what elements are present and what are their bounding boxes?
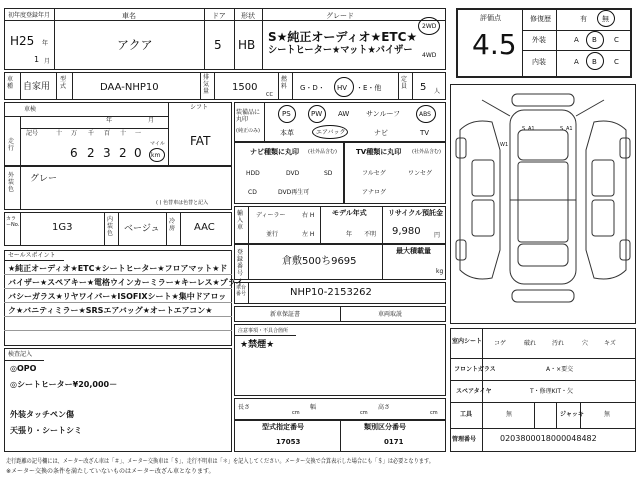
inspector-block [4, 348, 232, 452]
shift-value: FAT [190, 134, 211, 148]
diagram-s-1: S [522, 126, 526, 132]
ext-b: B [592, 36, 597, 44]
inspector-label: 検査記入 [8, 351, 33, 358]
equip-abs: ABS [419, 111, 431, 118]
model-label: 型式 [60, 76, 67, 90]
import-left: 左 H [302, 231, 315, 238]
shift-label: シフト [190, 104, 209, 111]
height-label: 高さ [378, 404, 391, 411]
tools-value: 無 [506, 411, 513, 418]
category-label: 車種 [7, 76, 14, 90]
score-value: 4.5 [472, 28, 517, 61]
fuel-options: G・D・ [300, 84, 325, 92]
digit-4: 0 [134, 146, 142, 160]
import-label: 輸入車 [237, 210, 244, 231]
equip-ps: PS [282, 110, 291, 118]
month-unit: 月 [44, 58, 51, 65]
seat-label: 室内シート [452, 338, 483, 345]
navi-hdd: HDD [246, 170, 260, 177]
jack-value: 無 [604, 411, 611, 418]
capacity-unit: 人 [434, 88, 441, 95]
sales-line-0: ★純正オーディオ★ETC★シートヒーター★フロアマット★ド [8, 264, 228, 273]
displacement: 1500 [232, 82, 258, 93]
sales-line-3: ク★バニティミラー★SRSエアバッグ★オートエアコン★ [8, 306, 213, 315]
score-label: 評価点 [480, 14, 501, 22]
digit-label-4: 十 [120, 130, 127, 137]
tv-fullseg: フルセグ [362, 170, 386, 177]
interior-label: 内装色 [107, 216, 114, 237]
equip-tv: TV [420, 129, 430, 137]
int-b: B [592, 58, 597, 66]
glass-value: A・×要交 [546, 366, 574, 373]
year-month: 1 [34, 55, 40, 64]
equip-leather: 本革 [280, 129, 294, 137]
fuel-label: 燃料 [281, 76, 288, 90]
diagram-a1-2: A1 [566, 126, 573, 132]
capacity: 5 [420, 82, 427, 93]
inspect-label: 車検 [24, 106, 37, 113]
ac-value: AAC [194, 222, 215, 233]
inspect-year-unit: 年 [106, 117, 113, 124]
seat-item-2: 汚れ [552, 340, 565, 347]
plate-label: 登録番号 [237, 249, 244, 277]
navi-cd: CD [248, 189, 257, 196]
grade-label: グレード [326, 12, 354, 20]
tv-analog: アナログ [362, 189, 387, 196]
digit-label-1: 万 [71, 130, 78, 137]
mgmt-label: 管理番号 [452, 436, 477, 443]
car-diagram [452, 90, 634, 320]
digit-3: 2 [119, 146, 127, 160]
colorchange-note: ( ) 色替車は色替と記入 [156, 200, 209, 206]
year-unit: 年 [42, 40, 49, 47]
import-parallel: 並行 [266, 231, 279, 238]
equip-navi: ナビ [374, 129, 388, 137]
digit-label-3: 百 [104, 130, 111, 137]
digit-label-5: 一 [135, 130, 142, 137]
diagram-a1-1: A1 [528, 126, 535, 132]
int-c: C [614, 58, 619, 66]
type-label: 型式指定番号 [262, 423, 304, 431]
tv-sub: (社外品含む) [412, 149, 441, 155]
fuel-hv: HV [337, 84, 348, 92]
car-name-label: 車名 [122, 12, 136, 20]
fuel-rest: ・E・他 [356, 84, 382, 92]
seat-item-4: キズ [604, 340, 616, 347]
footer-line1: 走行距離の記号欄には、メーター改ざん車は「＃」、メーター交換車は「＄」、走行不明車は「＊」を記入してください。メーター交換で合算表示した場合にも「＄」は必要となります。 [6, 458, 434, 465]
digit-label-2: 千 [88, 130, 95, 137]
recycle-amount: 9,980 [392, 226, 421, 237]
notes-value: ★禁煙★ [240, 340, 275, 350]
type-value: 17053 [276, 438, 301, 446]
class-value: 0171 [384, 438, 404, 446]
diagram-s-2: S [560, 126, 564, 132]
equipment-title: 装備品に丸印 [236, 109, 261, 123]
sales-line-1: バイザー★スペアキー★電格ウインカーミラー★キーレス★プライ [8, 278, 244, 287]
navi-title: ナビ種類に丸印 [250, 148, 299, 156]
footer-line2: ※メーター交換の条件を満たしていないものはメーター改ざん車となります。 [6, 468, 215, 475]
ext-c: C [614, 36, 619, 44]
ac-label: 冷房 [169, 218, 176, 232]
tv-oneseg: ワンセグ [408, 170, 433, 177]
spare-value: T・修理KIT・欠 [530, 388, 574, 395]
navi-sd: SD [324, 170, 333, 177]
digit-label-0: 十 [56, 130, 63, 137]
navi-sub: (社外品含む) [308, 149, 337, 155]
mile-label: マイル [150, 141, 165, 147]
int-label: 内装 [532, 58, 546, 66]
model: DAA-NHP10 [100, 82, 159, 93]
kigo-label: 記号 [26, 130, 39, 137]
sales-label: セールスポイント [8, 252, 56, 259]
import-dealer: ディーラー [256, 212, 286, 219]
seat-item-3: 穴 [582, 340, 589, 347]
equip-pw: PW [311, 110, 323, 118]
year-label: 初年度登録年月 [8, 12, 51, 19]
inspector-line-4: 天張り・シートシミ [10, 426, 82, 435]
diagram-w1: W1 [500, 142, 509, 148]
recycle-label: リサイクル預託金 [388, 209, 444, 217]
km-unit: km [151, 152, 161, 159]
inspector-line-3: 外装タッチペン傷 [10, 410, 74, 419]
seat-item-0: コゲ [494, 340, 507, 347]
colorno-label: カラーNo. [6, 216, 20, 228]
manual-label: 車両取説 [378, 311, 403, 318]
ext-label: 外装 [532, 36, 546, 44]
tv-title: TV種類に丸印 [356, 148, 402, 156]
digit-2: 3 [103, 146, 111, 160]
run-label: 走行 [8, 138, 15, 152]
drive-2wd: 2WD [422, 23, 437, 30]
doors: 5 [214, 38, 222, 52]
displacement-label: 排気量 [203, 74, 210, 95]
car-name: アクア [117, 38, 153, 52]
grade-line2: シートヒーター★マット★バイザー [268, 45, 413, 56]
interior-color: ベージュ [124, 224, 160, 234]
notes-label: 注意事項・不具合箇所 [238, 328, 289, 334]
repair-yes: 有 [580, 15, 587, 23]
plate-value: 倉敷500ち9695 [282, 256, 357, 267]
repair-no: 無 [602, 15, 609, 23]
equip-aw: AW [338, 110, 350, 118]
capacity-label: 定員 [401, 76, 408, 90]
width-cm: cm [360, 410, 368, 416]
shape-label: 形状 [241, 12, 255, 20]
max-load-label: 最大積載量 [396, 247, 431, 255]
chassis-value: NHP10-2153262 [290, 287, 372, 298]
colorno: 1G3 [52, 222, 73, 233]
equip-airbag: エアバック [316, 129, 346, 136]
recycle-unit: 円 [434, 232, 441, 239]
sales-line-2: バシーガラス★リヤワイパー★ISOFIXシート★集中ドアロッ [8, 292, 227, 301]
int-a: A [574, 58, 579, 66]
model-year-unknown: 不明 [364, 231, 377, 238]
shape: HB [238, 38, 256, 52]
inspect-month-unit: 月 [148, 117, 155, 124]
spare-label: スペアタイヤ [456, 388, 492, 395]
glass-label: フロントガラス [454, 366, 496, 373]
seat-item-1: 破れ [524, 340, 537, 347]
exterior-label: 外装色 [8, 172, 15, 193]
model-year-unit: 年 [346, 231, 353, 238]
inspector-line-0: ◎OPO [10, 364, 37, 373]
digit-0: 6 [70, 146, 78, 160]
ext-a: A [574, 36, 579, 44]
tools-label: 工具 [460, 411, 473, 418]
navi-dvd-play: DVD再生可 [278, 189, 310, 196]
class-label: 類別区分番号 [364, 423, 406, 431]
cc-unit: CC [266, 92, 273, 98]
warranty-label: 新車保証書 [270, 311, 301, 318]
dims-block [234, 398, 446, 420]
jack-label: ジャッキ [560, 411, 584, 418]
use-label: 自家用 [23, 82, 51, 92]
drive-4wd: 4WD [422, 52, 437, 59]
equipment-sub: (純正のみ) [236, 128, 260, 134]
length-cm: cm [292, 410, 300, 416]
length-label: 長さ [238, 404, 251, 411]
digit-1: 2 [87, 146, 95, 160]
exterior-color: グレー [30, 174, 58, 184]
repair-label: 修復歴 [530, 15, 551, 23]
height-cm: cm [430, 410, 438, 416]
chassis-label: 車台番号 [236, 285, 247, 297]
equip-sunroof: サンルーフ [366, 110, 401, 118]
width-label: 幅 [310, 404, 317, 411]
model-year-label: モデル年式 [332, 209, 367, 217]
navi-dvd: DVD [286, 170, 300, 177]
mgmt-value: 0203800018000048482 [500, 434, 597, 443]
grade-line1: S★純正オーディオ★ETC★ [268, 30, 418, 44]
import-right: 右 H [302, 212, 315, 219]
inspector-line-1: ◎シートヒーター¥20,000－ [10, 380, 118, 389]
max-load-unit: kg [436, 268, 444, 275]
doors-label: ドア [212, 12, 226, 20]
year-era: H25 [10, 34, 35, 48]
